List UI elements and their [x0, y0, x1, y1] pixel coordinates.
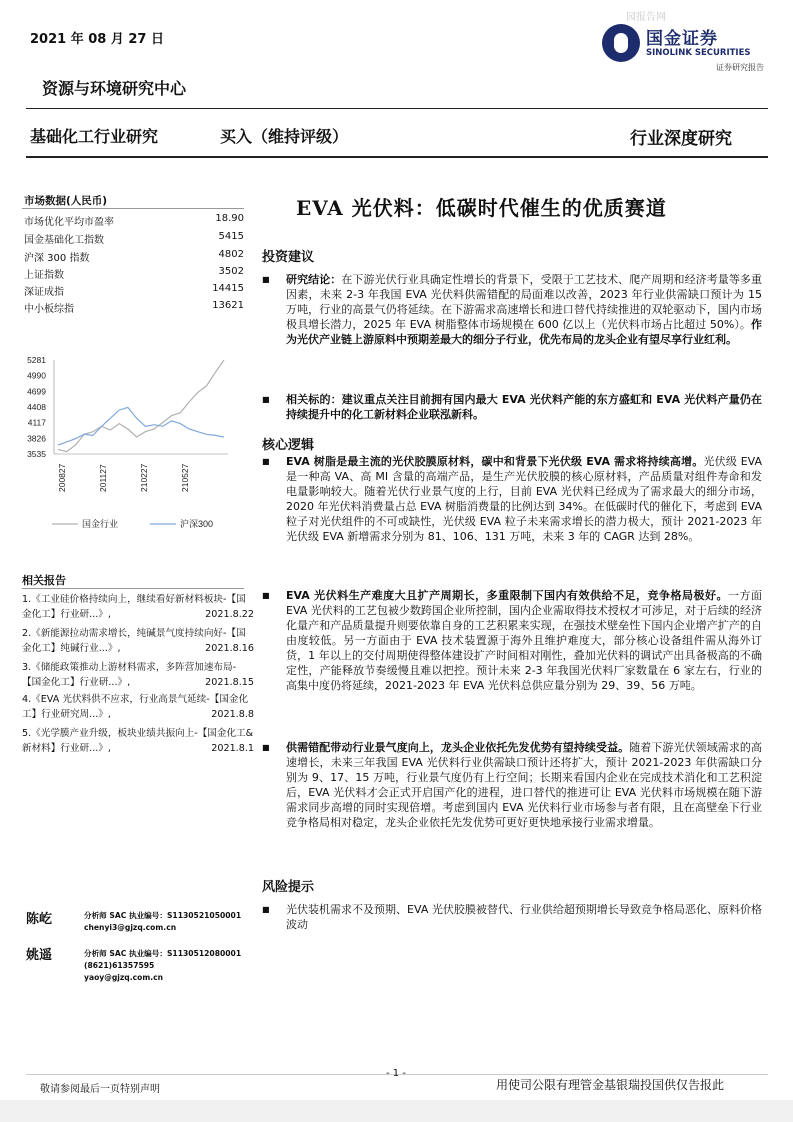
- y-tick-label: 4408: [27, 402, 46, 412]
- industry-label: 基础化工行业研究: [30, 127, 159, 146]
- series-line-2: [58, 407, 224, 445]
- x-tick-label: 210527: [180, 463, 190, 492]
- logic-item: ■ EVA 光伏料生产难度大且扩产周期长，多重限制下国内有效供给不足，竞争格局极好。一方面 EVA 光伏料的工艺包被少数跨国企业所控制，国内企业需取得技术授权才可涉足，对于后续的经济化量产和产品质量提升则要依靠自身的工艺积累来实现，在强技术壁垒性下国内企业增产扩产的自由度较低。另一方面由于 EVA 技术装置源于海外且维护难度大，部分核心设备组件需从海外订货，1 年以上的交付周期使得整体建设扩产时间相对刚性，叠加光伏料的调试产出具备极高的不确定性，产能释放节奏缓慢且难以把控。预计未来 2-3 年我国光伏料厂家数量在 6 家左右，行业的高集中度仍将延续，2021-2023 年 EVA 光伏料总供应量分别为 29、39、56 万吨。: [262, 589, 763, 692]
- y-tick-label: 4990: [27, 370, 46, 381]
- y-tick-label: 4117: [27, 417, 46, 428]
- market-title: 市场数据(人民币): [24, 195, 108, 207]
- logo-cn: 国金证券: [646, 29, 718, 49]
- x-tick-label: 210227: [139, 463, 149, 492]
- divider: [22, 588, 244, 589]
- section-logic: 核心逻辑: [262, 438, 315, 453]
- logic-item: ■ 供需错配带动行业景气度向上，龙头企业依托先发优势有望持续受益。随着下游光伏领域需求的高速增长，未来三年我国 EVA 光伏料行业供需缺口预计还将扩大，预计 2021-2023 年供需缺口分别为 9、17、15 万吨，行业景气度仍有上行空间；长期来看国内企业在完成技术消化和工艺积淀后，EVA 光伏料才会正式开启国产化的进程，进口替代的推进可让 EVA 光伏料市场规模在随下游需求同步高增的同时实现倍增。考虑到国内 EVA 光伏料行业市场参与者有限，且在高壁垒下行业竞争格局相对稳定，龙头企业依托先发优势可更好更快地承接行业需求增量。: [262, 741, 763, 829]
- rating-label: 买入（维持评级）: [220, 127, 349, 146]
- footer-watermark: 用使司公限有理管金基银瑞投国供仅告报此: [496, 1078, 725, 1092]
- x-tick-label: 201127: [98, 464, 108, 492]
- logic-item: ■ EVA 树脂是最主流的光伏胶膜原材料，碳中和背景下光伏级 EVA 需求将持续高增。光伏级 EVA 是一种高 VA、高 MI 含量的高端产品，是生产光伏胶膜的核心原材料，产品质量对组件寿命和发电量影响较大。随着光伏行业景气度的上行，目前 EVA 光伏料已经成为了需求最大的细分市场，2020 年光伏料消费量占总 EVA 树脂消费量的比例达到 34%。在低碳时代的催化下，考虑到 EVA 粒子对光伏组件的不可或缺性，光伏级 EVA 粒子未来需求增长的潜力极大，预计 2021-2023 年光伏级 EVA 新增需求分别为 81、106、131 万吨，未来 3 年的 CAGR 达到 28%。: [262, 455, 762, 543]
- divider: [26, 156, 768, 158]
- related-item[interactable]: 1.《工业硅价格持续向上，继续看好新材料板块-【国金化工】行业研...》, 2021.8.22: [22, 594, 254, 620]
- y-tick-label: 5281: [27, 355, 46, 365]
- divider: [22, 208, 244, 209]
- related-item[interactable]: 5.《光学膜产业升级，板块业绩共振向上-【国金化工&新材料】行业研...》, 2021.8.1: [22, 728, 254, 754]
- bottom-bar: [0, 1100, 793, 1122]
- research-center: 资源与环境研究中心: [42, 79, 187, 98]
- report-type: 行业深度研究: [630, 129, 732, 149]
- logo-icon: [602, 24, 640, 62]
- analyst-name: 姚遥: [26, 948, 53, 963]
- risk-item: ■ 光伏装机需求不及预期、EVA 光伏胶膜被替代、行业供给超预期增长导致竞争格局恶化、原料价格波动: [262, 903, 762, 931]
- market-row: 沪深 300 指数 4802: [24, 249, 244, 264]
- related-title: 相关报告: [22, 574, 66, 587]
- analyst-name: 陈屹: [26, 912, 53, 927]
- y-tick-label: 3535: [27, 449, 46, 459]
- related-item[interactable]: 4.《EVA 光伏料供不应求，行业高景气延续-【国金化工】行业研究周...》, 2021.8.8: [22, 694, 254, 720]
- watermark: 园报告网: [626, 12, 666, 23]
- advice-item: ■ 研究结论：在下游光伏行业具确定性增长的背景下，受限于工艺技术、爬产周期和经济考量等多重因素，未来 2-3 年我国 EVA 光伏料供需错配的局面难以改善，2023 年行业供需缺口预计为 15 万吨，行业的高景气仍将延续。在下游需求高速增长和进口替代持续推进的双轮驱动下，国内市场极具增长潜力，2025 年 EVA 树脂整体市场规模在 600 亿以上（光伏料市场占比超过 50%）。作为光伏产业链上游原料中预期差最大的细分子行业，优先布局的龙头企业有望尽享行业红利。: [262, 273, 762, 346]
- page-number: - 1 -: [386, 1068, 406, 1079]
- market-row: 上证指数 3502: [24, 266, 244, 281]
- report-title: EVA 光伏料：低碳时代催生的优质赛道: [296, 196, 667, 220]
- legend-label: 沪深300: [180, 519, 214, 529]
- series-line-1: [58, 360, 224, 452]
- market-row: 市场优化平均市盈率 18.90: [24, 213, 244, 228]
- index-chart: [20, 352, 240, 542]
- logo-subtitle: 证券研究报告: [716, 63, 764, 72]
- analyst-info: 分析师 SAC 执业编号：S1130521050001 chenyi3@gjzq.com.cn: [84, 911, 242, 932]
- related-item[interactable]: 3.《储能政策推动上游材料需求，多阵营加速布局-【国金化工】行业研...》, 2021.8.15: [22, 662, 254, 688]
- analyst-info: 分析师 SAC 执业编号：S1130512080001 (8621)61357595 yaoy@gjzq.com.cn: [84, 949, 242, 982]
- section-advice: 投资建议: [262, 250, 315, 265]
- y-tick-label: 3826: [27, 433, 46, 444]
- market-row: 深证成指 14415: [24, 283, 244, 298]
- y-tick-label: 4699: [27, 386, 46, 397]
- legend-label: 国金行业: [82, 519, 119, 529]
- related-item[interactable]: 2.《新能源拉动需求增长，纯碱景气度持续向好-【国金化工】纯碱行业...》, 2021.8.16: [22, 628, 254, 654]
- x-tick-label: 200827: [57, 463, 67, 492]
- advice-item: ■ 相关标的：建议重点关注目前拥有国内最大 EVA 光伏料产能的东方盛虹和 EVA 光伏料产量仍在持续提升中的化工新材料企业联泓新科。: [262, 393, 763, 421]
- logo-en: SINOLINK SECURITIES: [646, 48, 751, 58]
- disclaimer-link: 敬请参阅最后一页特别声明: [40, 1084, 160, 1095]
- market-row: 中小板综指 13621: [24, 300, 244, 315]
- logo: [602, 24, 752, 64]
- market-row: 国金基础化工指数 5415: [24, 231, 244, 246]
- section-risk: 风险提示: [262, 880, 315, 895]
- divider: [26, 108, 768, 109]
- report-date: 2021 年 08 月 27 日: [30, 32, 164, 47]
